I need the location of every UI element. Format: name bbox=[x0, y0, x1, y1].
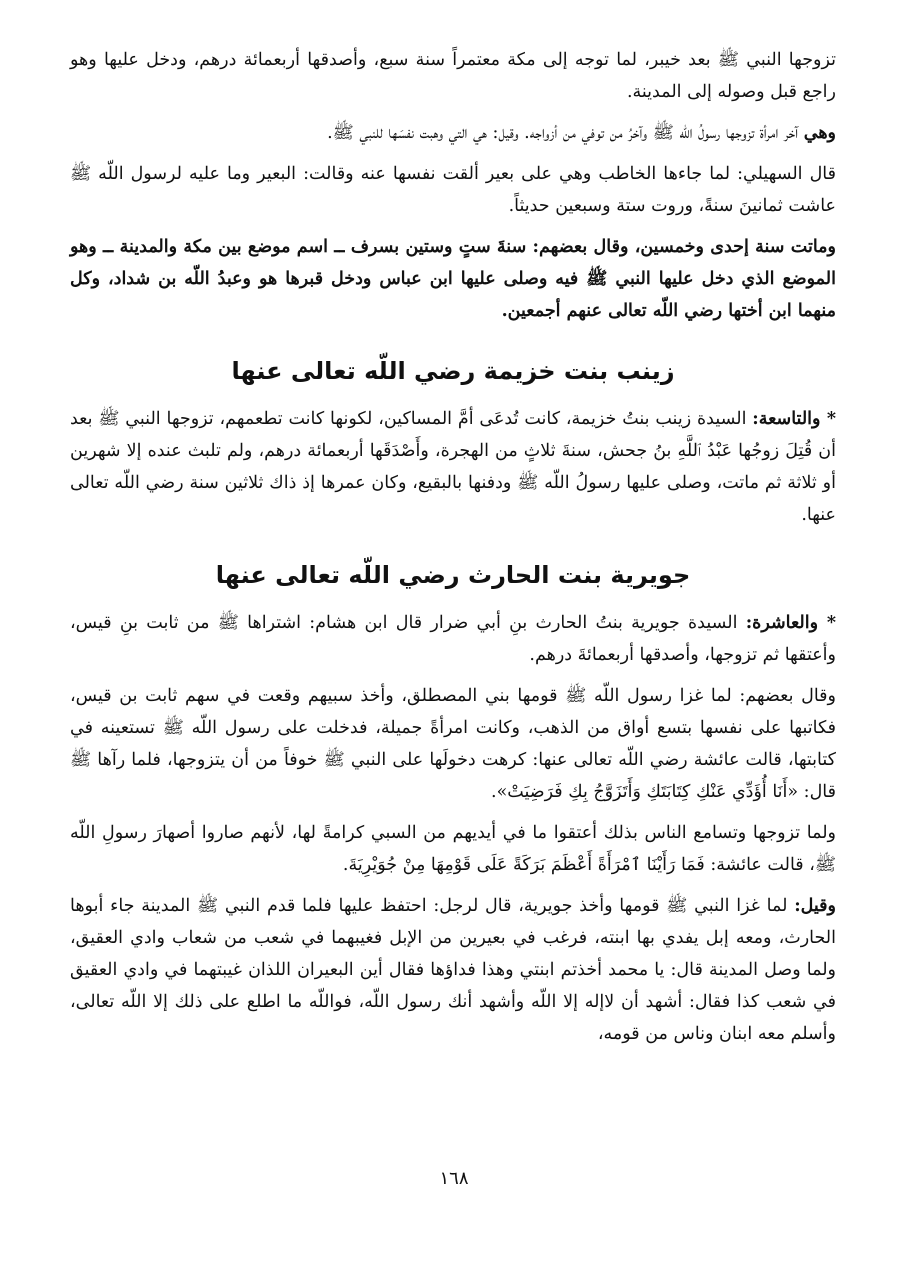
section-heading-zaynab: زينب بنت خزيمة رضي اللّه تعالى عنها bbox=[231, 357, 675, 385]
paragraph-suhayli-quote: قال السهيلي: لما جاءها الخاطب وهي على بعير ألقت نفسها عنه وقالت: البعير وما عليه لرسول اللّه ﷺ عاشت ثمانينَ سنةً، وروت ستة وسبعين حديثاً. bbox=[70, 164, 836, 216]
page-number: ١٦٨ bbox=[439, 1168, 469, 1189]
paragraph-juwayriya-captivity: وقال بعضهم: لما غزا رسول اللّه ﷺ قومها بني المصطلق، وأخذ سبيهم وقعت في سهم ثابت بن قيس، فكاتبها على نفسها بتسع أواق من الذهب، وكانت امرأةً جميلة، فدخلت على رسول اللّه ﷺ تستعينه في كتابتها، قالت عائشة رضي اللّه تعالى عنها: كرهت دخولَها على النبي ﷺ خوفاً من أن يتزوجها، فلما رآها ﷺ قال: «أَنَا أُؤَدِّي عَنْكِ كِتَابَتَكِ وَأَتَزَوَّجُ بِكِ فَرَضِيَتْ». bbox=[70, 686, 836, 802]
paragraph-marriage-khaybar: تزوجها النبي ﷺ بعد خيبر، لما توجه إلى مكة معتمراً سنة سبع، وأصدقها أربعمائة درهم، ودخل عليها وهو راجع قبل وصوله إلى المدينة. bbox=[70, 50, 836, 102]
paragraph-zaynab-bint-khuzayma: * والتاسعة: السيدة زينب بنتُ خزيمة، كانت تُدعَى أمَّ المساكين، لكونها كانت تطعمهم، تزوجها النبي ﷺ بعد أن قُتِلَ زوجُها عَبْدُ ٱللَّهِ بنُ جحش، سنةَ ثلاثٍ من الهجرة، وأَصْدَقَها أربعمائة درهم، ولم تلبث عنده إلا شهرين أو ثلاثة ثم ماتت، وصلى عليها رسولُ اللّه ﷺ ودفنها بالبقيع، وكان عمرها إذ ذاك ثلاثين سنة رضي اللّه تعالى عنها. bbox=[70, 409, 836, 525]
section-heading-juwayriya: جويرية بنت الحارث رضي اللّه تعالى عنها bbox=[215, 561, 691, 589]
paragraph-juwayriya-intro: * والعاشرة: السيدة جويرية بنتُ الحارث بنِ أبي ضرار قال ابن هشام: اشتراها ﷺ من ثابت بنِ قيس، وأعتقها ثم تزوجها، وأصدقها أربعمائةَ درهم. bbox=[70, 613, 836, 665]
paragraph-death-sarif: وماتت سنة إحدى وخمسين، وقال بعضهم: سنةَ ستٍ وستين بسرف ــ اسم موضع بين مكة والمدينة ــ وهو الموضع الذي دخل عليها النبي ﷺ فيه وصلى عليها ابن عباس ودخل قبرها هو وعبدُ اللّه بن شداد، وكل منهما ابن أختها رضي اللّه تعالى عنهم أجمعين. bbox=[70, 237, 836, 321]
paragraph-juwayriya-blessing: ولما تزوجها وتسامع الناس بذلك أعتقوا ما في أيديهم من السبي كرامةً لها، لأنهم صاروا أصهارَ رسولِ اللّه ﷺ، قالت عائشة: فَمَا رَأَيْنَا ٱمْرَأَةً أَعْظَمَ بَرَكَةً عَلَى قَوْمِهَا مِنْ جُوَيْرِيَةَ. bbox=[70, 823, 836, 875]
paragraph-juwayriya-father: وقيل: لما غزا النبي ﷺ قومها وأخذ جويرية، قال لرجل: احتفظ عليها فلما قدم النبي ﷺ المدينة جاء أبوها الحارث، ومعه إبل يفدي بها ابنته، فرغب في بعيرين من الإبل فغيبهما في شعب من شعاب وادي العقيق، ولما وصل المدينة قال: يا محمد أخذتم ابنتي وهذا فداؤها فقال أين البعيران اللذان غيبتهما في وادي العقيق في شعب كذا فقال: أشهد أن لاإله إلا اللّه وأشهد أنك رسول اللّه، فواللّه ما اطلع على ذلك إلا اللّه تعالى، وأسلم معه ابنان وناس من قومه، bbox=[70, 896, 836, 1044]
paragraph-last-wife: وهي آخر امرأة تزوجها رسولُ اللّه ﷺ وآخرُ من توفي من أزواجه. وقيل: هي التي وهبت نفسَها للنبي ﷺ. bbox=[327, 123, 836, 143]
